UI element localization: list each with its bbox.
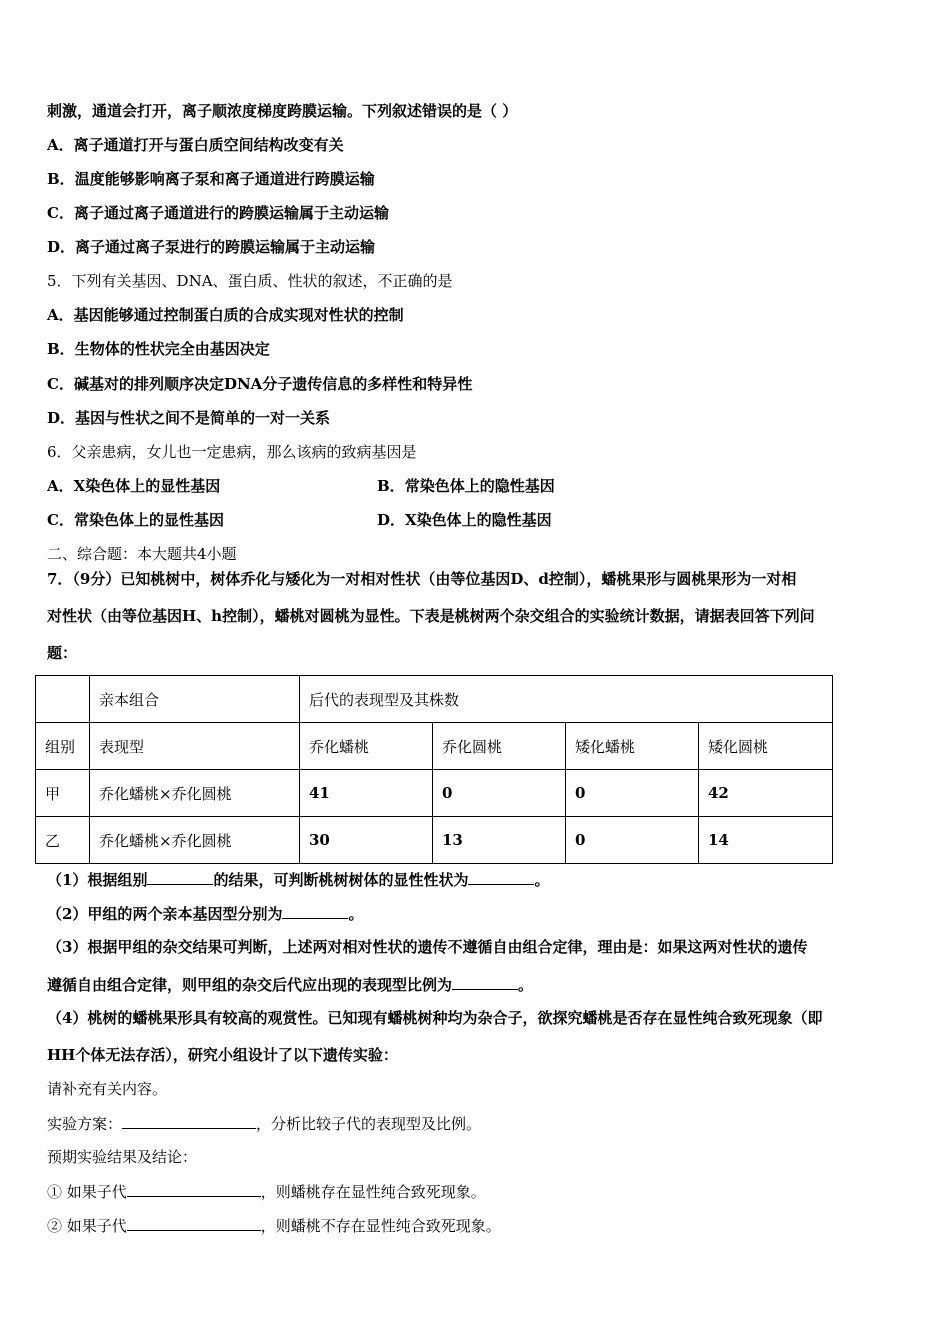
- option-text: 离子通过离子通道进行的跨膜运输属于主动运输: [73, 204, 389, 222]
- q7-stem-line-3: 题：: [47, 644, 78, 662]
- table-header-cell: 矮化圆桃: [699, 723, 833, 770]
- table-header-cell: 表现型: [90, 723, 300, 770]
- sub1-text-b: 的结果，可判断桃树树体的显性性状为: [213, 871, 469, 889]
- answer-blank[interactable]: [127, 1181, 261, 1197]
- table-cell-value: 0: [566, 770, 699, 817]
- table-cell-value: 42: [699, 770, 833, 817]
- table-cell-value: 14: [699, 817, 833, 864]
- sub3-text-a: 遵循自由组合定律，则甲组的杂交后代应出现的表现型比例为: [47, 976, 453, 994]
- table-cell-value: 0: [566, 817, 699, 864]
- q5-stem: 5．下列有关基因、DNA、蛋白质、性状的叙述，不正确的是: [47, 272, 453, 290]
- option-label: D．: [47, 409, 76, 427]
- q6-option-b: [377, 476, 555, 496]
- table-header-cell: 乔化蟠桃: [300, 723, 433, 770]
- table-header-cell: 后代的表现型及其株数: [300, 676, 833, 723]
- option-label: B．: [377, 477, 405, 495]
- option-label: D．: [377, 511, 406, 529]
- table-cell-value: 13: [433, 817, 566, 864]
- option-label: A．: [47, 477, 74, 495]
- table-cell-cross: 乔化蟠桃×乔化圆桃: [90, 770, 300, 817]
- option-text: X染色体上的显性基因: [73, 477, 221, 495]
- result1-text-a: ① 如果子代: [47, 1183, 127, 1201]
- option-text: 温度能够影响离子泵和离子通道进行跨膜运输: [74, 170, 375, 188]
- option-text: 常染色体上的显性基因: [73, 511, 224, 529]
- option-text: 常染色体上的隐性基因: [404, 477, 555, 495]
- option-label: B．: [47, 340, 75, 358]
- q7-sub2: [47, 903, 363, 924]
- option-label: A．: [47, 136, 74, 154]
- table-header-cell: [36, 676, 90, 723]
- table-cell-cross: 乔化蟠桃×乔化圆桃: [90, 817, 300, 864]
- q4-option-a: [47, 135, 344, 155]
- option-text: 碱基对的排列顺序决定DNA分子遗传信息的多样性和特异性: [73, 375, 473, 393]
- q7-expected-results: 预期实验结果及结论：: [47, 1148, 198, 1166]
- q7-sub1: [47, 869, 549, 890]
- table-cell-group: 乙: [36, 817, 90, 864]
- sub1-text-a: （1）根据组别: [47, 871, 148, 889]
- q7-stem-line-1: 7．（9分）已知桃树中，树体乔化与矮化为一对相对性状（由等位基因D、d控制），蟠桃果形与圆桃果形为一对相: [47, 570, 797, 588]
- table-row: [36, 817, 833, 864]
- option-text: 基因与性状之间不是简单的一对一关系: [75, 409, 331, 427]
- q4-option-b: [47, 169, 375, 189]
- table-header-cell: 乔化圆桃: [433, 723, 566, 770]
- q6-stem: 6．父亲患病，女儿也一定患病，那么该病的致病基因是: [47, 443, 417, 461]
- table-cell-value: 30: [300, 817, 433, 864]
- plan-text-a: 实验方案：: [47, 1115, 123, 1133]
- q7-sub3-line-2: [47, 974, 533, 995]
- answer-blank[interactable]: [147, 869, 213, 885]
- q6-option-d: [377, 510, 552, 530]
- answer-blank[interactable]: [282, 903, 348, 919]
- q7-result-1: [47, 1181, 486, 1202]
- result2-text-a: ② 如果子代: [47, 1217, 127, 1235]
- answer-blank[interactable]: [468, 869, 534, 885]
- sub3-text-b: 。: [518, 976, 534, 994]
- option-label: C．: [47, 375, 74, 393]
- q5-option-a: [47, 305, 404, 325]
- q4-option-d: [47, 237, 375, 257]
- table-header-row: [36, 676, 833, 723]
- q7-stem-line-2: 对性状（由等位基因H、h控制），蟠桃对圆桃为显性。下表是桃树两个杂交组合的实验统计数据，请据表回答下列问: [47, 607, 815, 625]
- sub1-text-c: 。: [534, 871, 550, 889]
- cross-results-table: [35, 675, 833, 864]
- section-title: 二、综合题：本大题共4小题: [47, 545, 237, 563]
- table-header-cell: 亲本组合: [90, 676, 300, 723]
- sub2-text-a: （2）甲组的两个亲本基因型分别为: [47, 905, 283, 923]
- answer-blank[interactable]: [452, 974, 518, 990]
- plan-text-b: ，分析比较子代的表现型及比例。: [256, 1115, 482, 1133]
- q6-option-c: [47, 510, 224, 530]
- option-text: X染色体上的隐性基因: [405, 511, 552, 529]
- q5-option-d: [47, 408, 330, 428]
- q6-option-a: [47, 476, 220, 496]
- result2-text-b: ，则蟠桃不存在显性纯合致死现象。: [260, 1217, 501, 1235]
- table-cell-value: 41: [300, 770, 433, 817]
- table-header-cell: 矮化蟠桃: [566, 723, 699, 770]
- option-text: 生物体的性状完全由基因决定: [74, 340, 270, 358]
- q7-sub4-line-1: （4）桃树的蟠桃果形具有较高的观赏性。已知现有蟠桃树种均为杂合子，欲探究蟠桃是否存在显性纯合致死现象（即: [47, 1009, 823, 1027]
- q7-sub3-line-1: （3）根据甲组的杂交结果可判断，上述两对相对性状的遗传不遵循自由组合定律，理由是：如果这两对性状的遗传: [47, 938, 808, 956]
- option-label: D．: [47, 238, 76, 256]
- option-text: 离子通过离子泵进行的跨膜运输属于主动运输: [75, 238, 376, 256]
- result1-text-b: ，则蟠桃存在显性纯合致死现象。: [260, 1183, 486, 1201]
- table-header-row: [36, 723, 833, 770]
- q7-experiment-plan: [47, 1113, 481, 1134]
- table-header-cell: 组别: [36, 723, 90, 770]
- table-row: [36, 770, 833, 817]
- q7-sub4-line-3: 请补充有关内容。: [47, 1080, 168, 1098]
- answer-blank[interactable]: [127, 1215, 261, 1231]
- q4-option-c: [47, 203, 389, 223]
- table-cell-group: 甲: [36, 770, 90, 817]
- q5-option-b: [47, 339, 270, 359]
- option-label: A．: [47, 306, 74, 324]
- answer-blank[interactable]: [122, 1113, 256, 1129]
- q4-stem-tail: 刺激，通道会打开，离子顺浓度梯度跨膜运输。下列叙述错误的是（ ）: [47, 102, 518, 120]
- option-label: C．: [47, 204, 74, 222]
- q7-result-2: [47, 1215, 501, 1236]
- option-label: B．: [47, 170, 75, 188]
- q7-sub4-line-2: HH个体无法存活），研究小组设计了以下遗传实验：: [47, 1046, 398, 1064]
- q5-option-c: [47, 374, 472, 394]
- option-text: 离子通道打开与蛋白质空间结构改变有关: [73, 136, 344, 154]
- option-text: 基因能够通过控制蛋白质的合成实现对性状的控制: [73, 306, 404, 324]
- option-label: C．: [47, 511, 74, 529]
- sub2-text-b: 。: [348, 905, 364, 923]
- table-cell-value: 0: [433, 770, 566, 817]
